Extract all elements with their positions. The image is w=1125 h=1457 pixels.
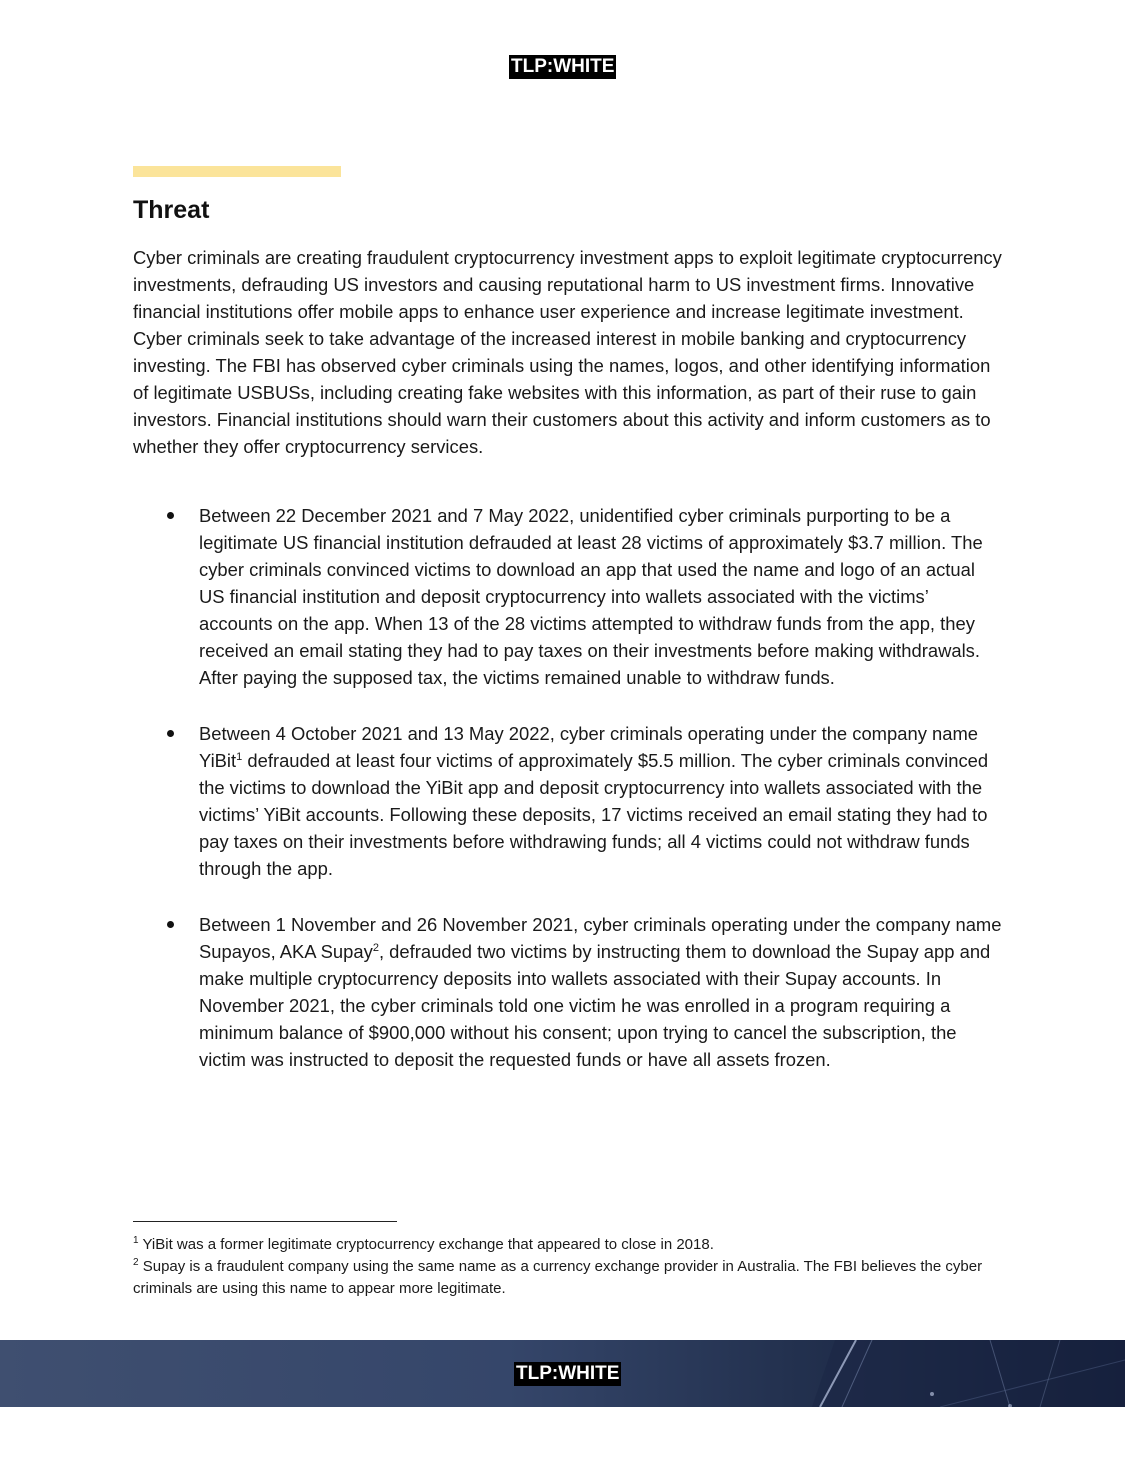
list-item-text: Between 4 October 2021 and 13 May 2022, cyber criminals operating under the company name YiBit: [199, 723, 978, 771]
list-item: [133, 911, 1003, 1073]
section-heading: Threat: [133, 196, 210, 224]
footnote-2: [133, 1256, 993, 1300]
list-item-text-cont: defrauded at least four victims of approximately $5.5 million. The cyber criminals convinced the victims to download the YiBit app and deposit cryptocurrency into wallets associated with the victims’ YiBit accounts. Following these deposits, 17 victims received an email stating they had to pay taxes on their investments before withdrawing funds; all 4 victims could not withdraw funds through the app.: [199, 750, 989, 879]
section-accent-bar: [133, 166, 341, 177]
footnote-ref-2[interactable]: 2: [372, 941, 379, 954]
footnote-divider: [133, 1221, 397, 1222]
footnote-number: 1: [133, 1235, 139, 1246]
incident-list: [133, 502, 1003, 1102]
tlp-header-label: TLP:WHITE: [511, 56, 615, 77]
list-item: [133, 502, 1003, 691]
footnote-number: 2: [133, 1257, 139, 1268]
footnote-text: Supay is a fraudulent company using the same name as a currency exchange provider in Australia. The FBI believes the cyber criminals are using this name to appear more legitimate.: [133, 1258, 983, 1297]
list-item-text: Between 22 December 2021 and 7 May 2022, unidentified cyber criminals purporting to be a legitimate US financial institution defrauded at least 28 victims of approximately $3.7 million. The cyber criminals convinced victims to download an app that used the name and logo of an actual US financial institution and deposit cryptocurrency into wallets associated with the victims’ accounts on the app. When 13 of the 28 victims attempted to withdraw funds from the app, they received an email stating they had to pay taxes on their investments before making withdrawals. After paying the supposed tax, the victims remained unable to withdraw funds.: [199, 505, 983, 688]
list-item-text: Between 1 November and 26 November 2021, cyber criminals operating under the company name Supayos, AKA Supay: [199, 914, 1002, 962]
footnote-1: [133, 1234, 993, 1256]
threat-intro-paragraph: Cyber criminals are creating fraudulent cryptocurrency investment apps to exploit legitimate cryptocurrency investments, defrauding US investors and causing reputational harm to US investment firms. Innovative financial institutions offer mobile apps to enhance user experience and increase legitimate investment. Cyber criminals seek to take advantage of the increased interest in mobile banking and cryptocurrency investing. The FBI has observed cyber criminals using the names, logos, and other identifying information of legitimate USBUSs, including creating fake websites with this information, as part of their ruse to gain investors. Financial institutions should warn their customers about this activity and inform customers as to whether they offer cryptocurrency services.: [133, 247, 1002, 457]
tlp-footer-label: TLP:WHITE: [516, 1363, 620, 1384]
list-item-text-cont: , defrauded two victims by instructing them to download the Supay app and make multiple cryptocurrency deposits into wallets associated with their Supay accounts. In November 2021, the cyber criminals told one victim he was enrolled in a program requiring a minimum balance of $900,000 without his consent; upon trying to cancel the subscription, the victim was instructed to deposit the requested funds or have all assets frozen.: [199, 941, 991, 1070]
bullet-icon: [167, 512, 174, 519]
footnotes: [133, 1234, 993, 1300]
footnote-ref-1[interactable]: 1: [236, 750, 243, 763]
footnote-text: YiBit was a former legitimate cryptocurrency exchange that appeared to close in 2018.: [138, 1236, 714, 1253]
bullet-icon: [167, 921, 174, 928]
list-item: [133, 720, 1003, 882]
bullet-icon: [167, 730, 174, 737]
